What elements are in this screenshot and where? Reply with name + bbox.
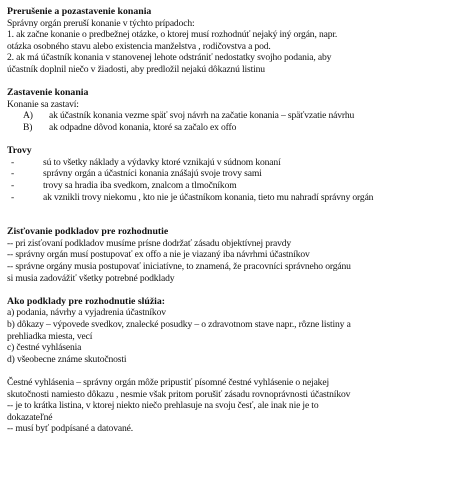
list-item-text: správny orgán a účastníci konania znášajú svoje trovy sami (43, 168, 262, 180)
list-item-text: ak vznikli trovy niekomu , kto nie je účastníkom konania, tieto mu nahradí správny orgán (43, 191, 374, 203)
paragraph-line: otázka osobného stavu alebo existencia manželstva , rodičovstva a pod. (7, 40, 271, 52)
list-item (7, 168, 467, 180)
heading-zistovanie: Zisťovanie podkladov pre rozhodnutie (7, 226, 169, 238)
paragraph-line: -- musí byť podpísané a datované. (7, 423, 133, 435)
list-marker: B) (23, 121, 33, 133)
paragraph-line: 2. ak má účastník konania v stanovenej lehote odstrániť nedostatky svojho podania, aby (7, 52, 332, 64)
list-item-text: trovy sa hradia iba svedkom, znalcom a tlmočníkom (43, 179, 237, 191)
paragraph-line: 1. ak začne konanie o predbežnej otázke, o ktorej musí rozhodnúť nejaký iný orgán, napr. (7, 29, 338, 41)
paragraph-line: Čestné vyhlásenia – správny orgán môže pripustiť písomné čestné vyhlásenie o nejakej (7, 377, 329, 388)
paragraph-line: a) podania, návrhy a vyjadrenia účastníkov (7, 307, 166, 319)
heading-zastavenie: Zastavenie konania (7, 87, 89, 99)
paragraph-line: si musia zadovážiť všetky potrebné podklady (7, 272, 175, 284)
paragraph-line: -- správny orgán musí postupovať ex offo a nie je viazaný iba návrhmi účastníkov (7, 249, 310, 261)
paragraph-line: prehliadka miesta, vecí (7, 330, 93, 342)
list-marker: A) (23, 110, 33, 122)
paragraph-line: skutočnosti namiesto dôkazu , nesmie však pritom porušiť zásadu rovnoprávnosti účastníkov (7, 388, 351, 400)
paragraph-line: d) všeobecne známe skutočnosti (7, 353, 127, 365)
heading-prerusenie: Prerušenie a pozastavenie konania (7, 6, 152, 17)
paragraph-line: Konanie sa zastaví: (7, 98, 79, 110)
list-item (7, 157, 467, 169)
list-item-text: sú to všetky náklady a výdavky ktoré vznikajú v súdnom konaní (43, 156, 281, 168)
list-marker: - (11, 156, 15, 168)
paragraph-line: -- pri zisťovaní podkladov musíme prísne dodržať zásadu objektívnej pravdy (7, 237, 292, 249)
paragraph-line: -- je to krátka listina, v ktorej niekto niečo prehlasuje na svoju česť, ale inak nie je to (7, 400, 319, 412)
paragraph-line: b) dôkazy – výpovede svedkov, znalecké posudky – o zdravotnom stave napr., rôzne listiny a (7, 319, 351, 331)
list-marker: - (11, 179, 15, 191)
heading-trovy: Trovy (7, 145, 32, 157)
paragraph-line: Správny orgán preruší konanie v týchto prípadoch: (7, 17, 195, 29)
list-marker: - (11, 168, 15, 180)
list-item-text: ak odpadne dôvod konania, ktoré sa začalo ex offo (49, 121, 237, 133)
paragraph-line: -- správne orgány musia postupovať iniciatívne, to znamená, že pracovníci správneho orgánu (7, 261, 351, 273)
paragraph-line: účastník doplnil niečo v žiadosti, aby predložil nejakú dôkaznú listinu (7, 63, 265, 75)
list-marker: - (11, 191, 15, 203)
list-item (7, 122, 467, 134)
list-item-text: ak účastník konania vezme späť svoj návrh na začatie konania – späťvzatie návrhu (49, 110, 355, 122)
list-item (7, 110, 467, 122)
paragraph-line: c) čestné vyhlásenia (7, 342, 82, 354)
list-item (7, 180, 467, 192)
heading-podklady: Ako podklady pre rozhodnutie slúžia: (7, 295, 166, 307)
paragraph-line: dokazateľné (7, 411, 53, 423)
list-item (7, 192, 467, 204)
